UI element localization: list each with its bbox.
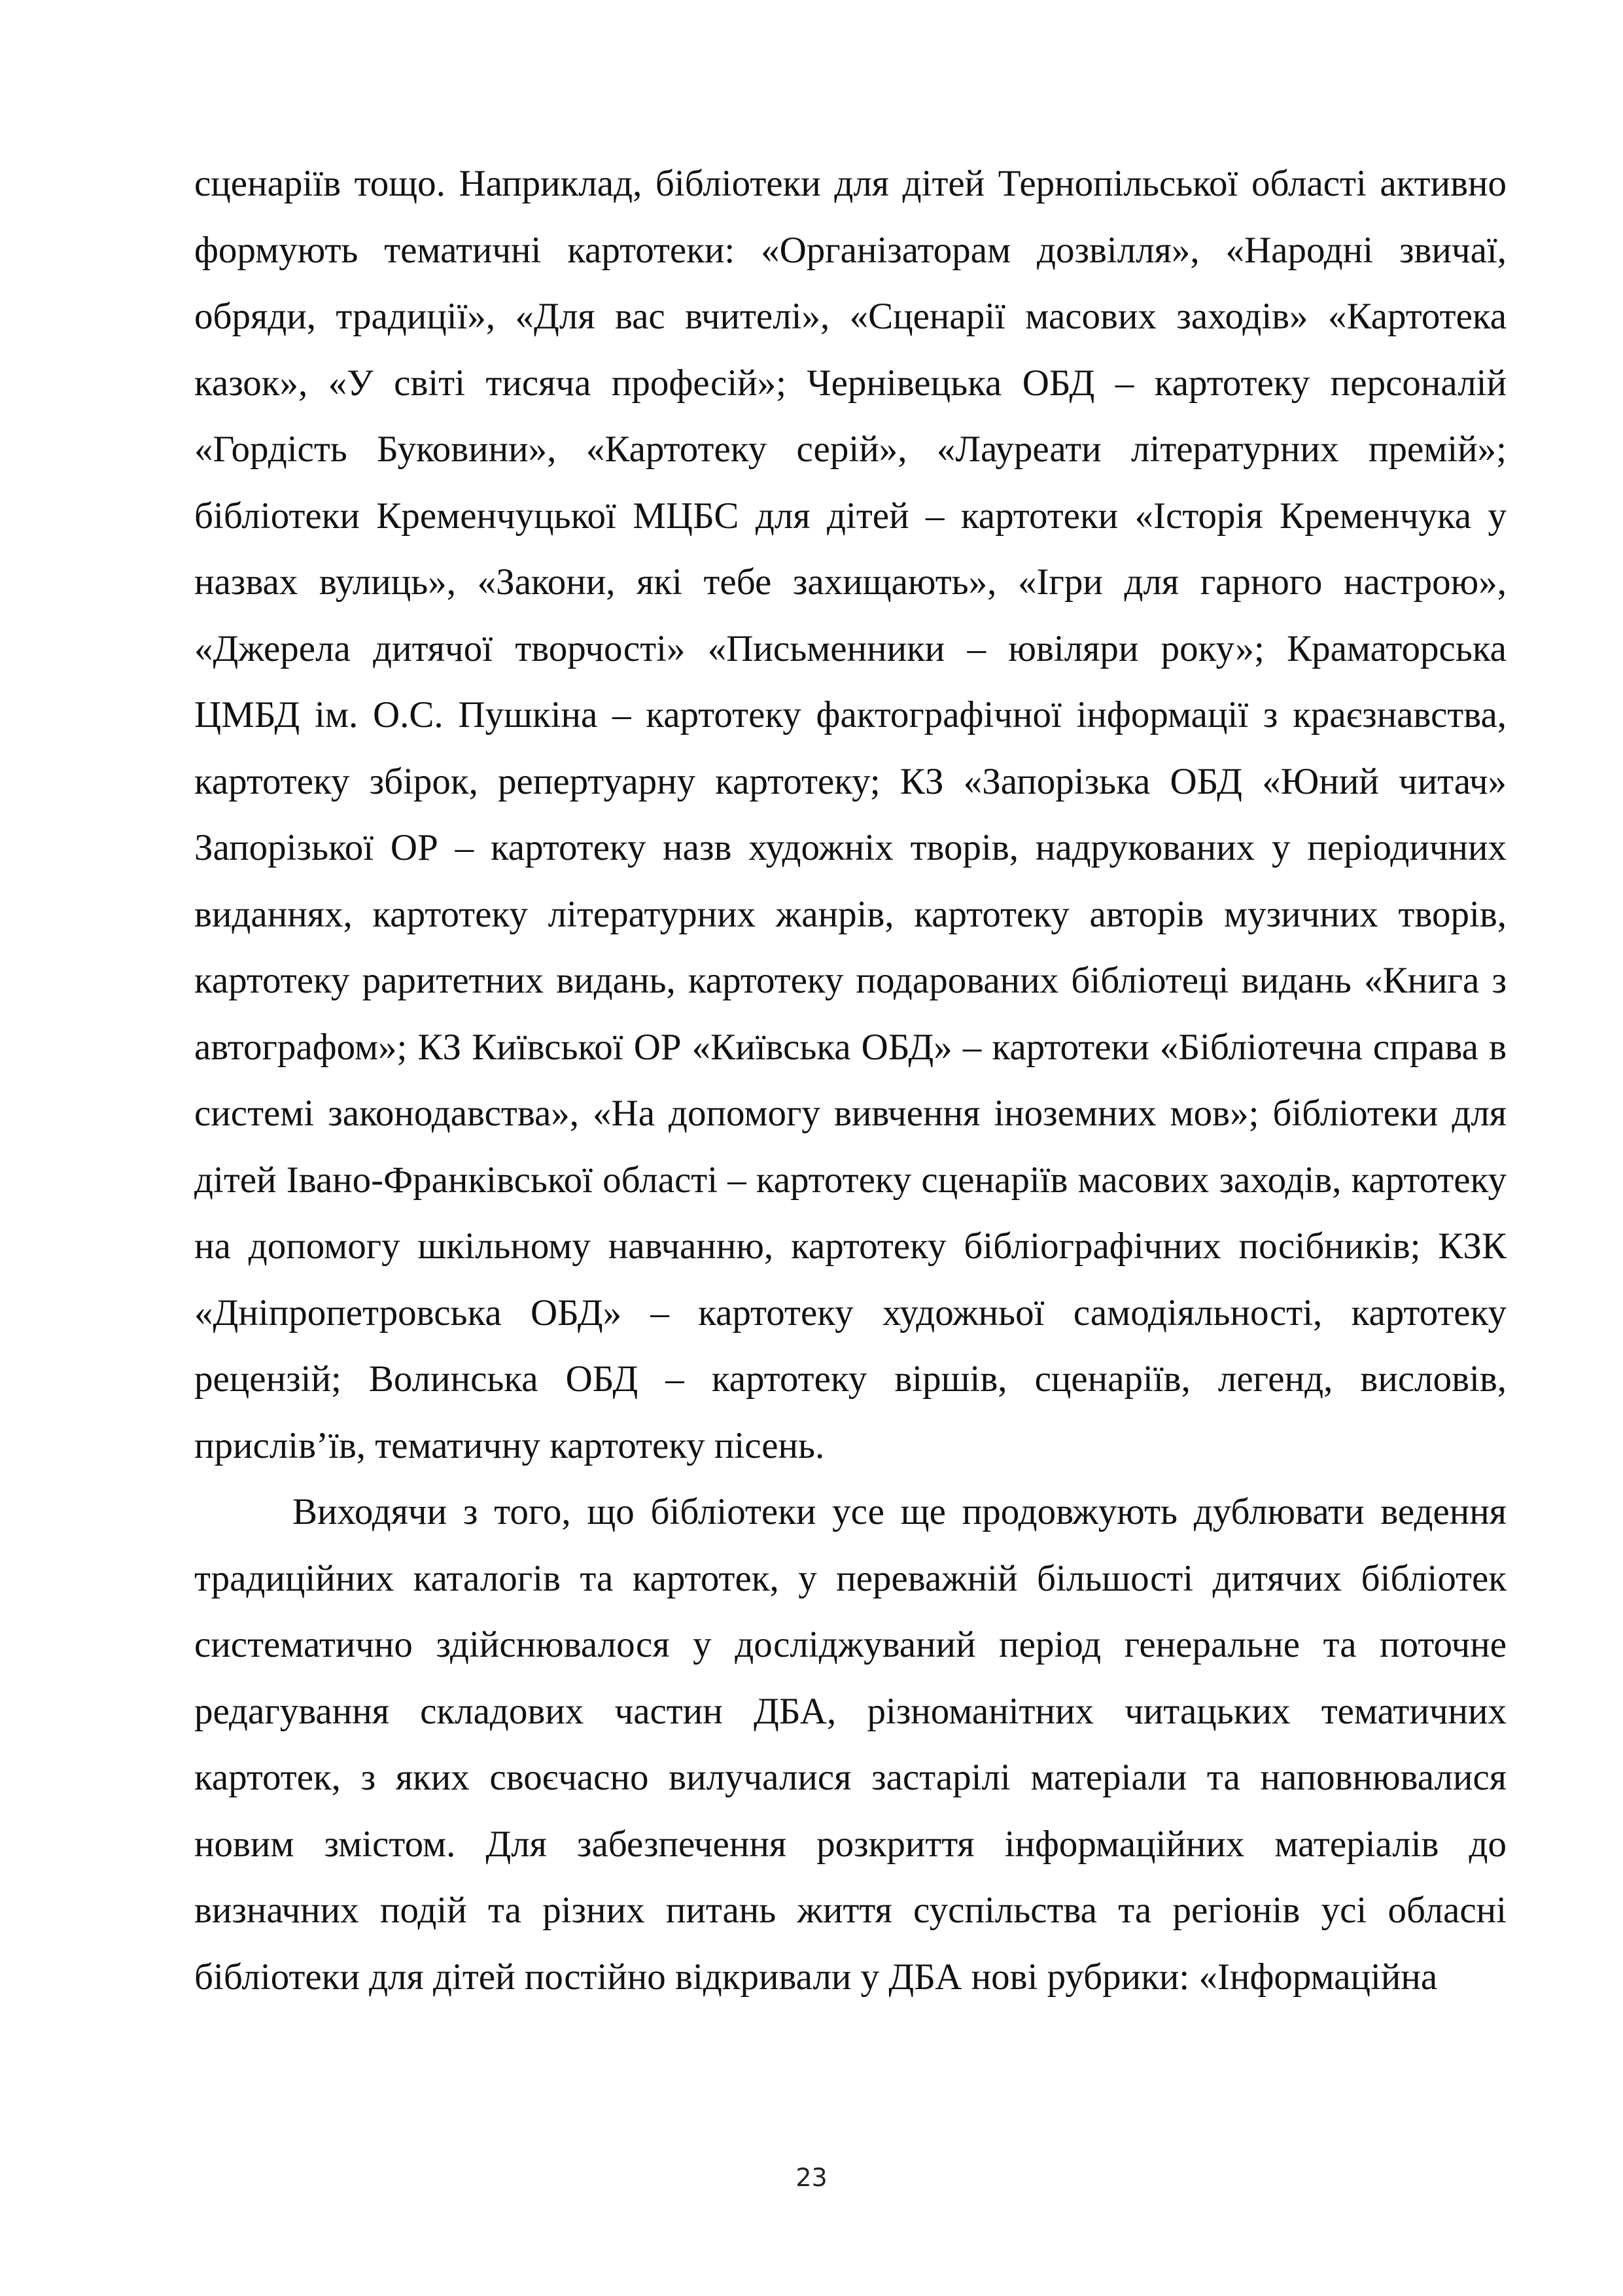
- page-number: 23: [795, 2163, 828, 2192]
- paragraph-1: сценаріїв тощо. Наприклад, бібліотеки для дітей Тернопільської області активно формують тематичні картотеки: «Організаторам дозвілля», «Народні звичаї, обряди, традиції», «Для вас вчителі», «Сценарії масових заходів» «Картотека казок», «У світі тисяча професій»; Чернівецька ОБД – картотеку персоналій «Гордість Буковини», «Картотеку серій», «Лауреати літературних премій»; бібліотеки Кременчуцької МЦБС для дітей – картотеки «Історія Кременчука у назвах вулиць», «Закони, які тебе захищають», «Ігри для гарного настрою», «Джерела дитячої творчості» «Письменники – ювіляри року»; Краматорська ЦМБД ім. О.С. Пушкіна – картотеку фактографічної інформації з краєзнавства, картотеку збірок, репертуарну картотеку; КЗ «Запорізька ОБД «Юний читач» Запорізької ОР – картотеку назв художніх творів, надрукованих у періодичних виданнях, картотеку літературних жанрів, картотеку авторів музичних творів, картотеку раритетних видань, картотеку подарованих бібліотеці видань «Книга з автографом»; КЗ Київської ОР «Київська ОБД» – картотеки «Бібліотечна справа в системі законодавства», «На допомогу вивчення іноземних мов»; бібліотеки для дітей Івано-Франківської області – картотеку сценаріїв масових заходів, картотеку на допомогу шкільному навчанню, картотеку бібліографічних посібників; КЗК «Дніпропетровська ОБД» – картотеку художньої самодіяльності, картотеку рецензій; Волинська ОБД – картотеку віршів, сценаріїв, легенд, висловів, прислів’їв, тематичну картотеку пісень.: [194, 163, 1507, 1466]
- body-text: [194, 150, 1507, 2010]
- paragraph-2: Виходячи з того, що бібліотеки усе ще продовжують дублювати ведення традиційних каталогів та картотек, у переважній більшості дитячих бібліотек систематично здійснювалося у досліджуваний період генеральне та поточне редагування складових частин ДБА, різноманітних читацьких тематичних картотек, з яких своєчасно вилучалися застарілі матеріали та наповнювалися новим змістом. Для забезпечення розкриття інформаційних матеріалів до визначних подій та різних питань життя суспільства та регіонів усі обласні бібліотеки для дітей постійно відкривали у ДБА нові рубрики: «Інформаційна: [194, 1491, 1507, 1998]
